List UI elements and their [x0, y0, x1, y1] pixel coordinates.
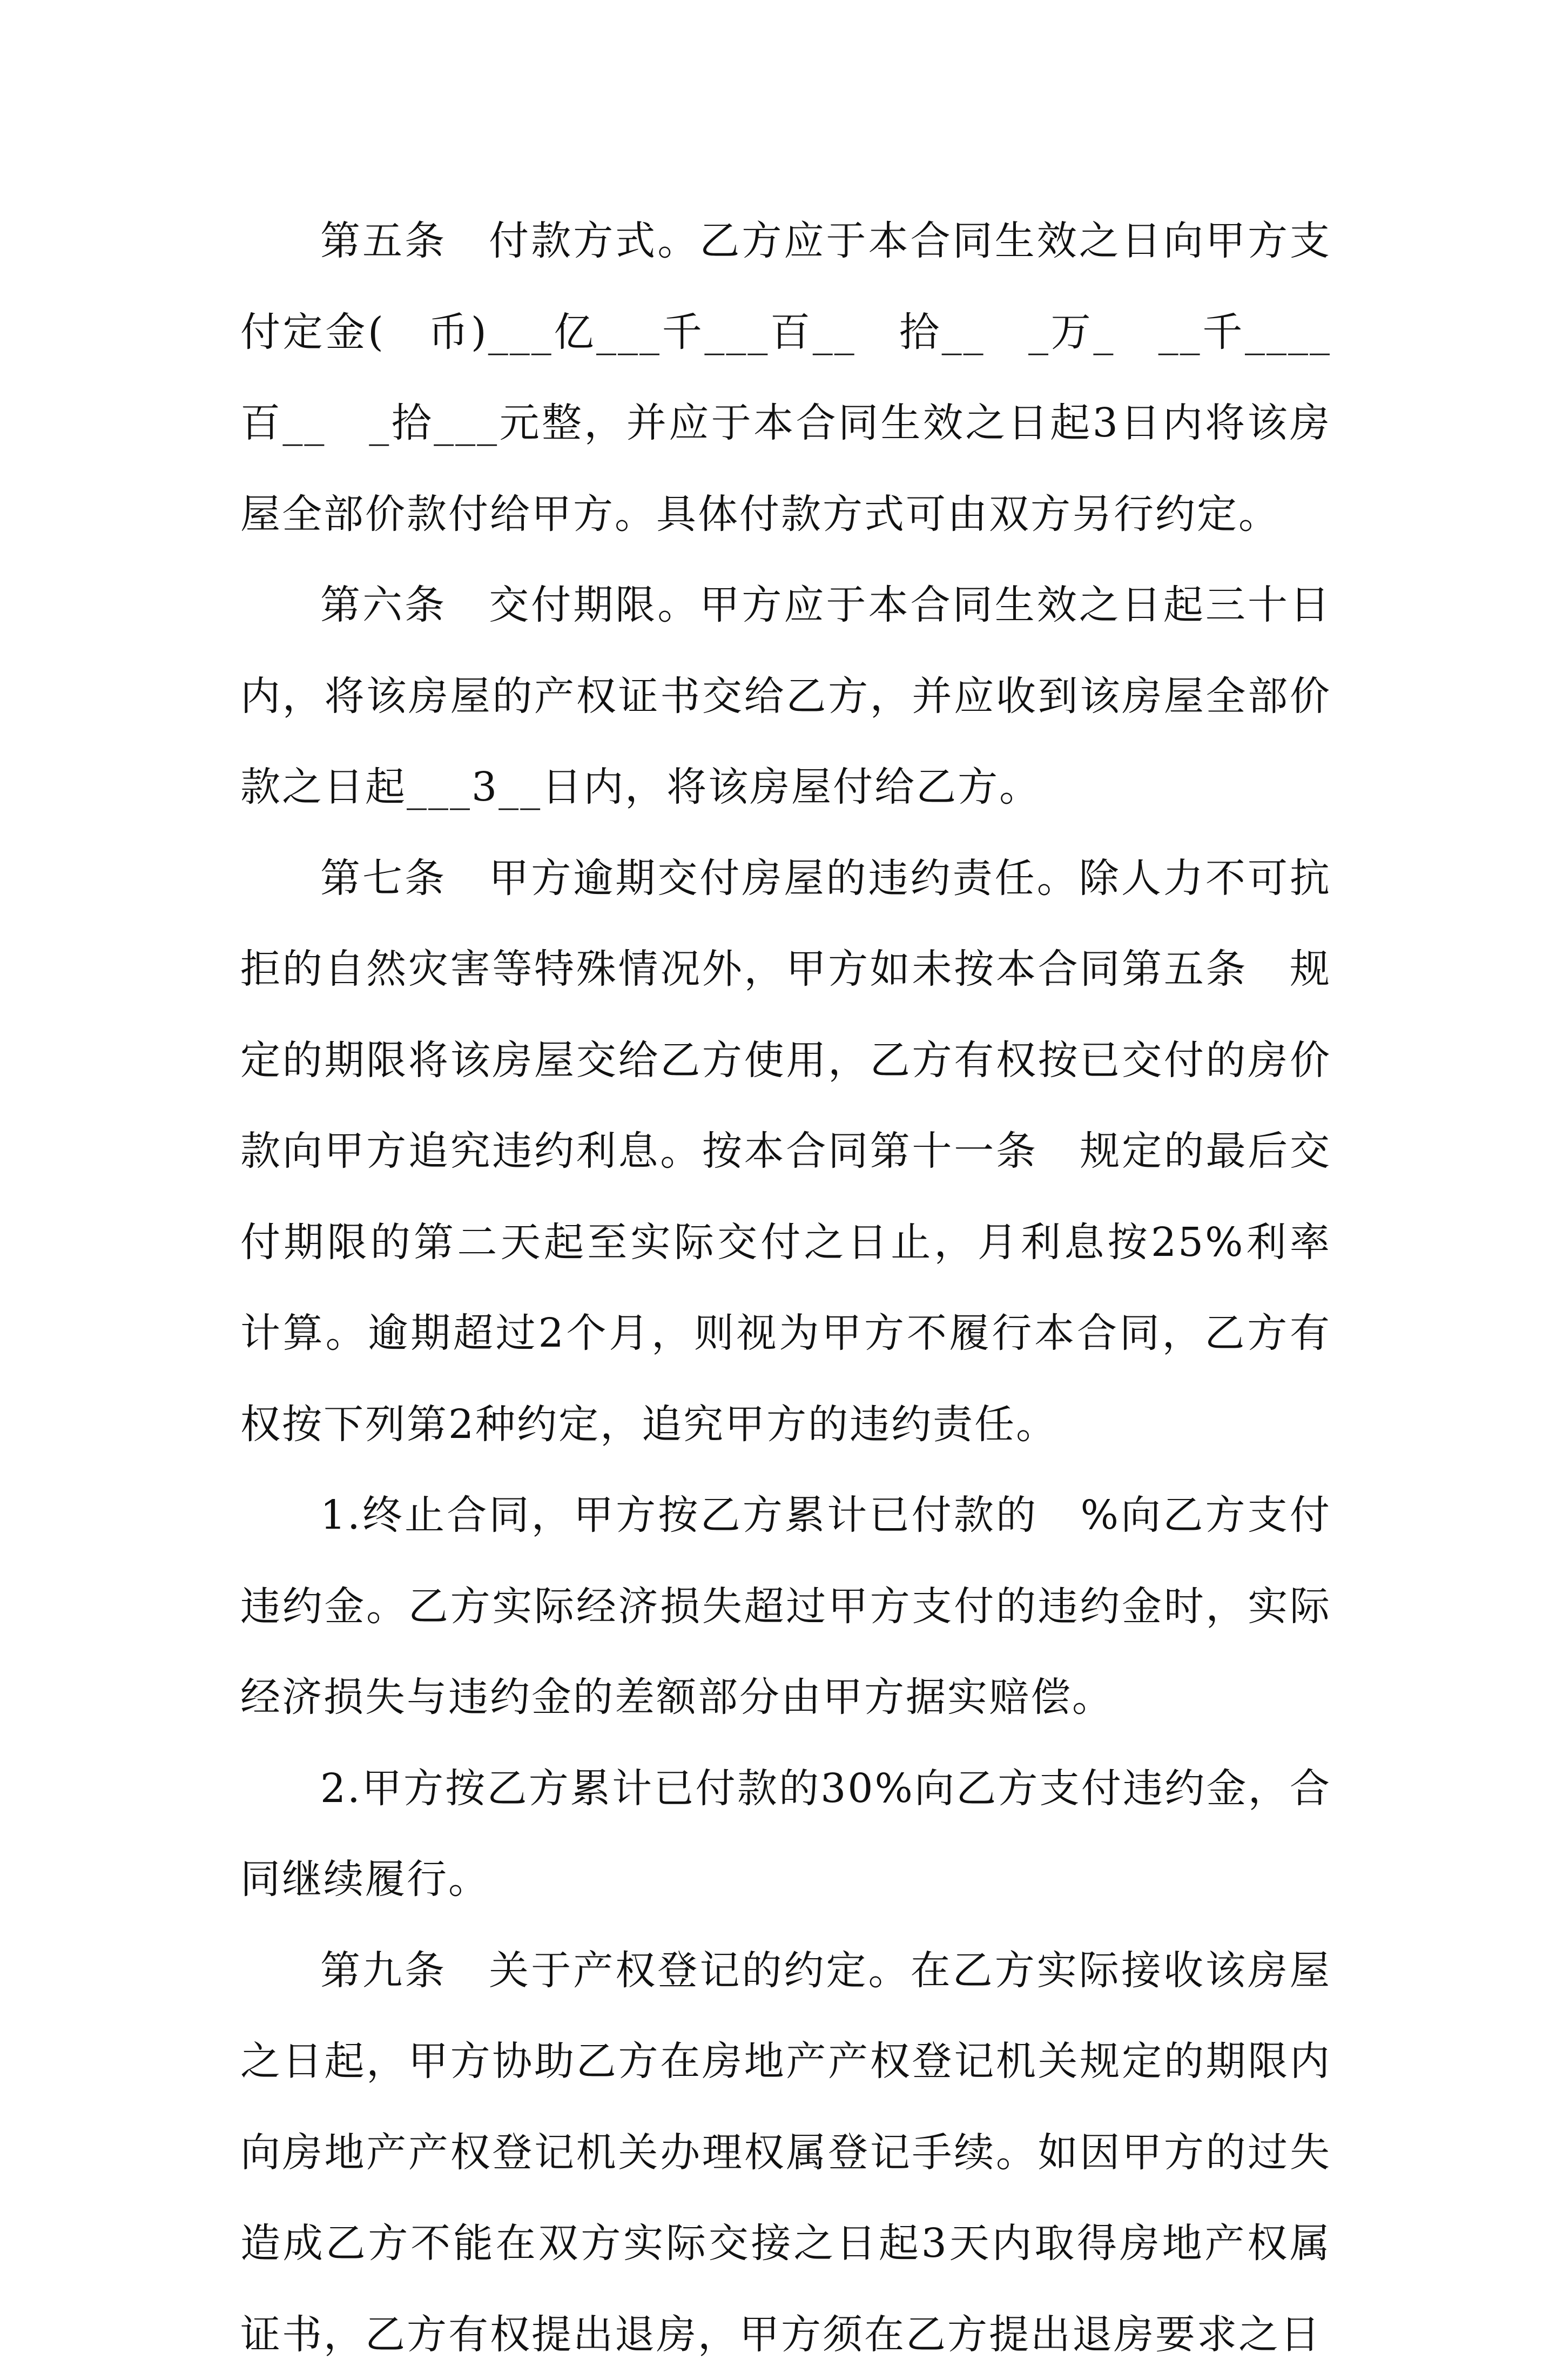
clause-9-title-registration: 第九条 关于产权登记的约定。在乙方实际接收该房屋之日起，甲方协助乙方在房地产产权登记机关规定的期限内向房地产产权登记机关办理权属登记手续。如因甲方的过失造成乙方不能在双方实际交接之日起3天内取得房地产权属证书，乙方有权提出退房，甲方须在乙方提出退房要求之日	[240, 1925, 1331, 2380]
document-body	[240, 196, 1331, 2380]
option-1-terminate-contract: 1.终止合同，甲方按乙方累计已付款的 %向乙方支付违约金。乙方实际经济损失超过甲方支付的违约金时，实际经济损失与违约金的差额部分由甲方据实赔偿。	[240, 1470, 1331, 1743]
clause-5-payment: 第五条 付款方式。乙方应于本合同生效之日向甲方支付定金( 币)___亿___千___百__ 拾__ _万_ __千____百__ _拾___元整，并应于本合同生效之日起3日内将该房屋全部价款付给甲方。具体付款方式可由双方另行约定。	[240, 196, 1331, 560]
option-2-continue-contract: 2.甲方按乙方累计已付款的30%向乙方支付违约金，合同继续履行。	[240, 1743, 1331, 1925]
clause-7-late-delivery-liability: 第七条 甲方逾期交付房屋的违约责任。除人力不可抗拒的自然灾害等特殊情况外，甲方如未按本合同第五条 规定的期限将该房屋交给乙方使用，乙方有权按已交付的房价款向甲方追究违约利息。按本合同第十一条 规定的最后交付期限的第二天起至实际交付之日止，月利息按25%利率计算。逾期超过2个月，则视为甲方不履行本合同，乙方有权按下列第2种约定，追究甲方的违约责任。	[240, 833, 1331, 1470]
clause-6-delivery-deadline: 第六条 交付期限。甲方应于本合同生效之日起三十日内，将该房屋的产权证书交给乙方，并应收到该房屋全部价款之日起___3__日内，将该房屋付给乙方。	[240, 560, 1331, 833]
